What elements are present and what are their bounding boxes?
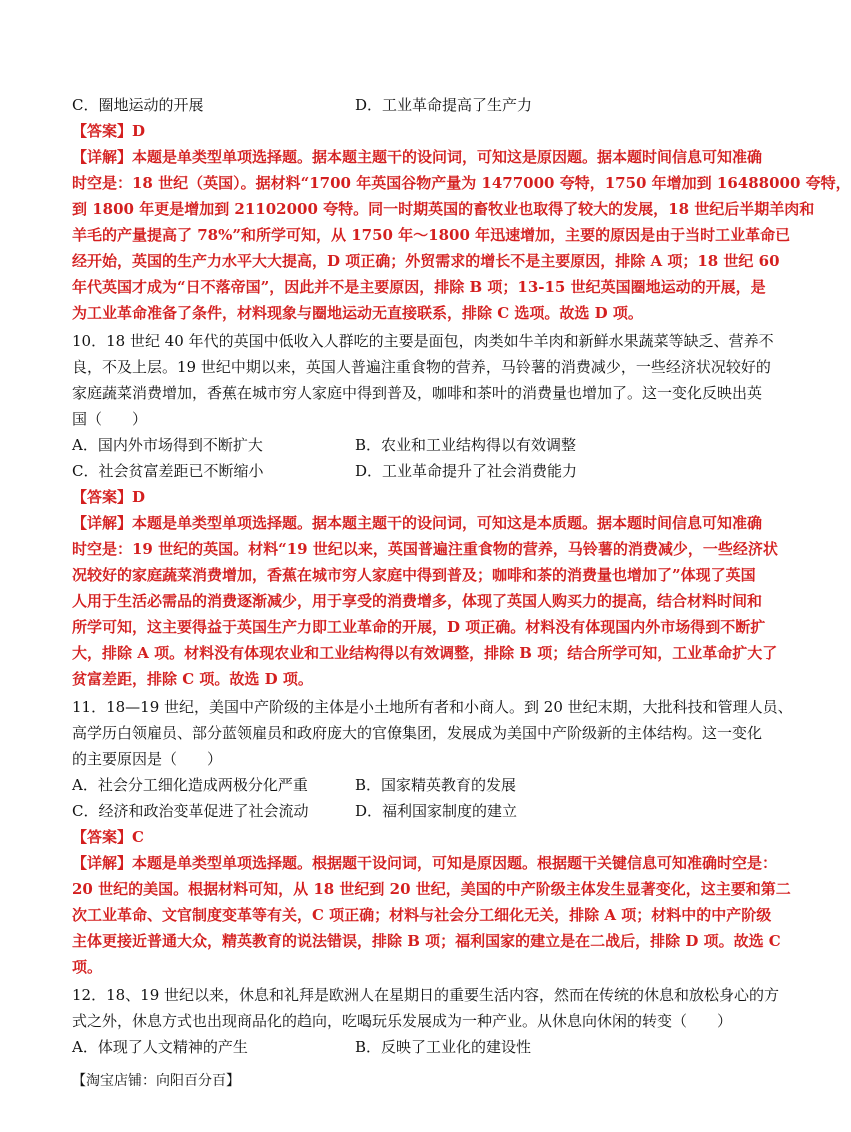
q9-detail-line: 【详解】本题是单类型单项选择题。据本题主题干的设问词，可知这是原因题。据本题时间信息可知准确 (72, 148, 763, 166)
q11-options-row-ab (72, 772, 732, 798)
q11-stem (72, 694, 793, 772)
q11-stem-line: 的主要原因是（ ） (72, 750, 223, 768)
q9-detail-line: 经开始，英国的生产力水平大大提高，D 项正确；外贸需求的增长不是主要原因，排除 A 项；18 世纪 60 (72, 252, 780, 270)
q10-detail-line: 【详解】本题是单类型单项选择题。据本题主题干的设问词，可知这是本质题。据本题时间信息可知准确 (72, 514, 763, 532)
q10-detail-line: 人用于生活必需品的消费逐渐减少，用于享受的消费增多，体现了英国人购买力的提高，结合材料时间和 (72, 592, 763, 610)
q10-option-b: B．农业和工业结构得以有效调整 (355, 436, 577, 454)
q11-option-b: B．国家精英教育的发展 (355, 776, 517, 794)
q11-detail-line: 主体更接近普通大众，精英教育的说法错误，排除 B 项；福利国家的建立是在二战后，排除 D 项。故选 C (72, 932, 781, 950)
q10-detail-line: 时空是：19 世纪的英国。材料“19 世纪以来，英国普遍注重食物的营养，马铃薯的消费减少，一些经济状 (72, 540, 778, 558)
q10-option-c: C．社会贫富差距已不断缩小 (72, 462, 264, 480)
q11-detail-line: 项。 (72, 958, 103, 976)
q11-detail-line: 20 世纪的美国。根据材料可知，从 18 世纪到 20 世纪，美国的中产阶级主体发生显著变化，这主要和第二 (72, 880, 791, 898)
q9-detail-line: 时空是：18 世纪（英国）。据材料“1700 年英国谷物产量为 1477000 夸特，1750 年增加到 16488000 夸特， (72, 174, 851, 192)
q11-detail-line: 【详解】本题是单类型单项选择题。根据题干设问词，可知是原因题。根据题干关键信息可知准确时空是： (72, 854, 778, 872)
q9-detail (72, 144, 851, 326)
q12-stem-line: 12．18、19 世纪以来，休息和礼拜是欧洲人在星期日的重要生活内容，然而在传统的休息和放松身心的方 (72, 986, 780, 1004)
q10-stem-line: 良，不及上层。19 世纪中期以来，英国人普遍注重食物的营养，马铃薯的消费减少，一些经济状况较好的 (72, 358, 771, 376)
q10-answer: 【答案】D (72, 488, 146, 506)
q10-stem-line: 国（ ） (72, 410, 148, 428)
q9-detail-line: 羊毛的产量提高了 78%”和所学可知，从 1750 年～1800 年迅速增加，主要的原因是由于当时工业革命已 (72, 226, 791, 244)
q9-detail-line: 年代英国才成为“日不落帝国”，因此并不是主要原因，排除 B 项；13-15 世纪英国圈地运动的开展，是 (72, 278, 766, 296)
q10-stem-line: 家庭蔬菜消费增加，香蕉在城市穷人家庭中得到普及，咖啡和茶叶的消费量也增加了。这一变化反映出英 (72, 384, 763, 402)
q10-detail-line: 况较好的家庭蔬菜消费增加，香蕉在城市穷人家庭中得到普及；咖啡和茶的消费量也增加了”体现了英国 (72, 566, 756, 584)
q11-option-d: D．福利国家制度的建立 (355, 802, 518, 820)
q12-option-a: A．体现了人文精神的产生 (72, 1038, 248, 1056)
q11-detail-line: 次工业革命、文官制度变革等有关，C 项正确；材料与社会分工细化无关，排除 A 项；材料中的中产阶级 (72, 906, 772, 924)
q12-option-b: B．反映了工业化的建设性 (355, 1038, 532, 1056)
q10-detail-line: 贫富差距，排除 C 项。故选 D 项。 (72, 670, 313, 688)
q12-stem-line: 式之外，休息方式也出现商品化的趋向，吃喝玩乐发展成为一种产业。从休息向休闲的转变（ ） (72, 1012, 733, 1030)
q9-option-c: C．圈地运动的开展 (72, 96, 204, 114)
q11-option-a: A．社会分工细化造成两极分化严重 (72, 776, 308, 794)
q11-answer: 【答案】C (72, 828, 144, 846)
q10-detail (72, 510, 778, 692)
q10-stem-line: 10．18 世纪 40 年代的英国中低收入人群吃的主要是面包，肉类如牛羊肉和新鲜水果蔬菜等缺乏、营养不 (72, 332, 774, 350)
q11-stem-line: 高学历白领雇员、部分蓝领雇员和政府庞大的官僚集团，发展成为美国中产阶级新的主体结构。这一变化 (72, 724, 763, 742)
q11-options-row-cd (72, 798, 732, 824)
q11-stem-line: 11．18—19 世纪，美国中产阶级的主体是小土地所有者和小商人。到 20 世纪末期，大批科技和管理人员、 (72, 698, 793, 716)
q9-options-row-cd (72, 92, 732, 118)
q9-detail-line: 为工业革命准备了条件，材料现象与圈地运动无直接联系，排除 C 选项。故选 D 项。 (72, 304, 643, 322)
q11-option-c: C．经济和政治变革促进了社会流动 (72, 802, 309, 820)
q10-detail-line: 大，排除 A 项。材料没有体现农业和工业结构得以有效调整，排除 B 项；结合所学可知，工业革命扩大了 (72, 644, 778, 662)
q10-options-row-ab (72, 432, 732, 458)
q10-option-d: D．工业革命提升了社会消费能力 (355, 462, 578, 480)
page-content (72, 92, 851, 1060)
q12-options-row-ab (72, 1034, 732, 1060)
q10-detail-line: 所学可知，这主要得益于英国生产力即工业革命的开展，D 项正确。材料没有体现国内外市场得到不断扩 (72, 618, 766, 636)
q12-stem (72, 982, 780, 1034)
q11-detail (72, 850, 791, 980)
q10-option-a: A．国内外市场得到不断扩大 (72, 436, 263, 454)
q10-stem (72, 328, 774, 432)
page-footer-shop-label: 【淘宝店铺：向阳百分百】 (72, 1073, 240, 1089)
q9-detail-line: 到 1800 年更是增加到 21102000 夸特。同一时期英国的畜牧业也取得了较大的发展，18 世纪后半期羊肉和 (72, 200, 815, 218)
q9-answer: 【答案】D (72, 122, 146, 140)
q9-option-d: D．工业革命提高了生产力 (355, 96, 533, 114)
q10-options-row-cd (72, 458, 732, 484)
